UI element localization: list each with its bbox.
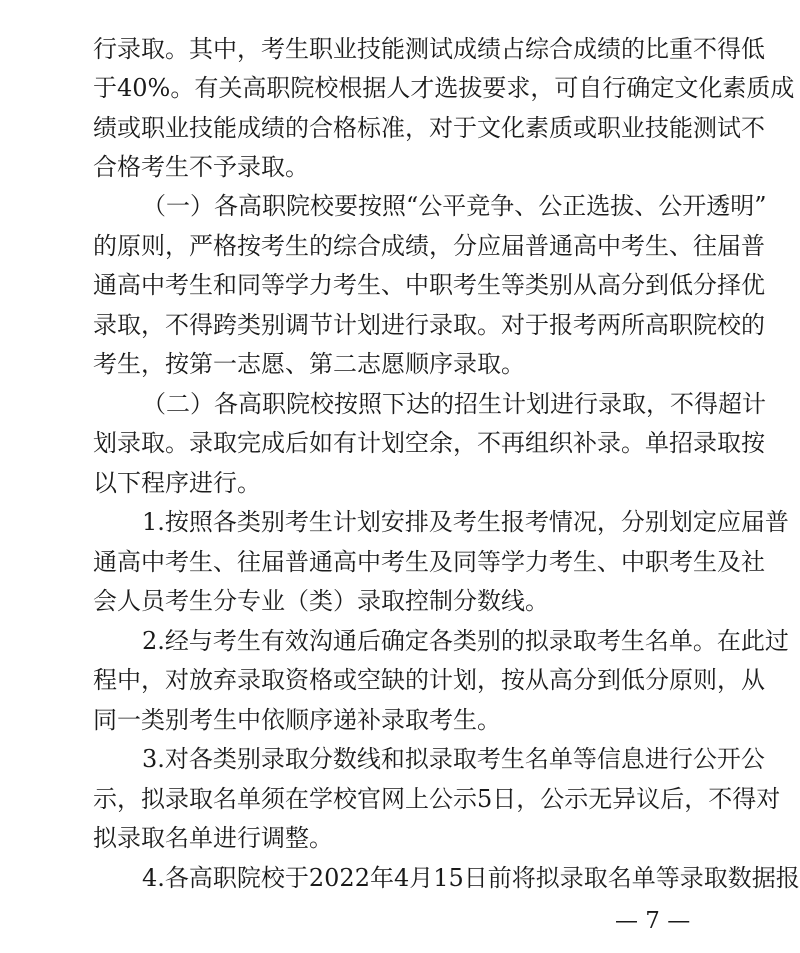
text-line: 的原则，严格按考生的综合成绩，分应届普通高中考生、往届普 [93,232,765,260]
text-line: 录取，不得跨类别调节计划进行录取。对于报考两所高职院校的 [93,311,765,339]
text-line: 会人员考生分专业（类）录取控制分数线。 [93,587,549,615]
text-line: 以下程序进行。 [93,469,261,497]
text-line: 示，拟录取名单须在学校官网上公示5日，公示无异议后，不得对 [93,785,781,813]
text-line: 绩或职业技能成绩的合格标准，对于文化素质或职业技能测试不 [93,114,765,142]
page-number: — 7 — [615,908,691,934]
text-line: 拟录取名单进行调整。 [93,824,333,852]
text-line: 通高中考生和同等学力考生、中职考生等类别从高分到低分择优 [93,271,765,299]
text-line: 于40%。有关高职院校根据人才选拔要求，可自行确定文化素质成 [93,74,795,102]
list-item-1: 1.按照各类别考生计划安排及考生报考情况，分别划定应届普 [142,508,789,536]
text-line: 划录取。录取完成后如有计划空余，不再组织补录。单招录取按 [93,429,765,457]
paragraph-2-heading: （二）各高职院校按照下达的招生计划进行录取，不得超计 [142,390,766,418]
text-line: 合格考生不予录取。 [93,153,309,181]
text-line: 同一类别考生中依顺序递补录取考生。 [93,706,501,734]
text-line: 通高中考生、往届普通高中考生及同等学力考生、中职考生及社 [93,548,765,576]
text-line: 考生，按第一志愿、第二志愿顺序录取。 [93,350,525,378]
list-item-2: 2.经与考生有效沟通后确定各类别的拟录取考生名单。在此过 [142,627,789,655]
text-line: 程中，对放弃录取资格或空缺的计划，按从高分到低分原则，从 [93,666,765,694]
list-item-4: 4.各高职院校于2022年4月15日前将拟录取名单等录取数据报 [142,864,800,892]
paragraph-1-heading: （一）各高职院校要按照“公平竞争、公正选拔、公开透明” [142,192,767,220]
list-item-3: 3.对各类别录取分数线和拟录取考生名单等信息进行公开公 [142,745,765,773]
text-line: 行录取。其中，考生职业技能测试成绩占综合成绩的比重不得低 [93,35,765,63]
